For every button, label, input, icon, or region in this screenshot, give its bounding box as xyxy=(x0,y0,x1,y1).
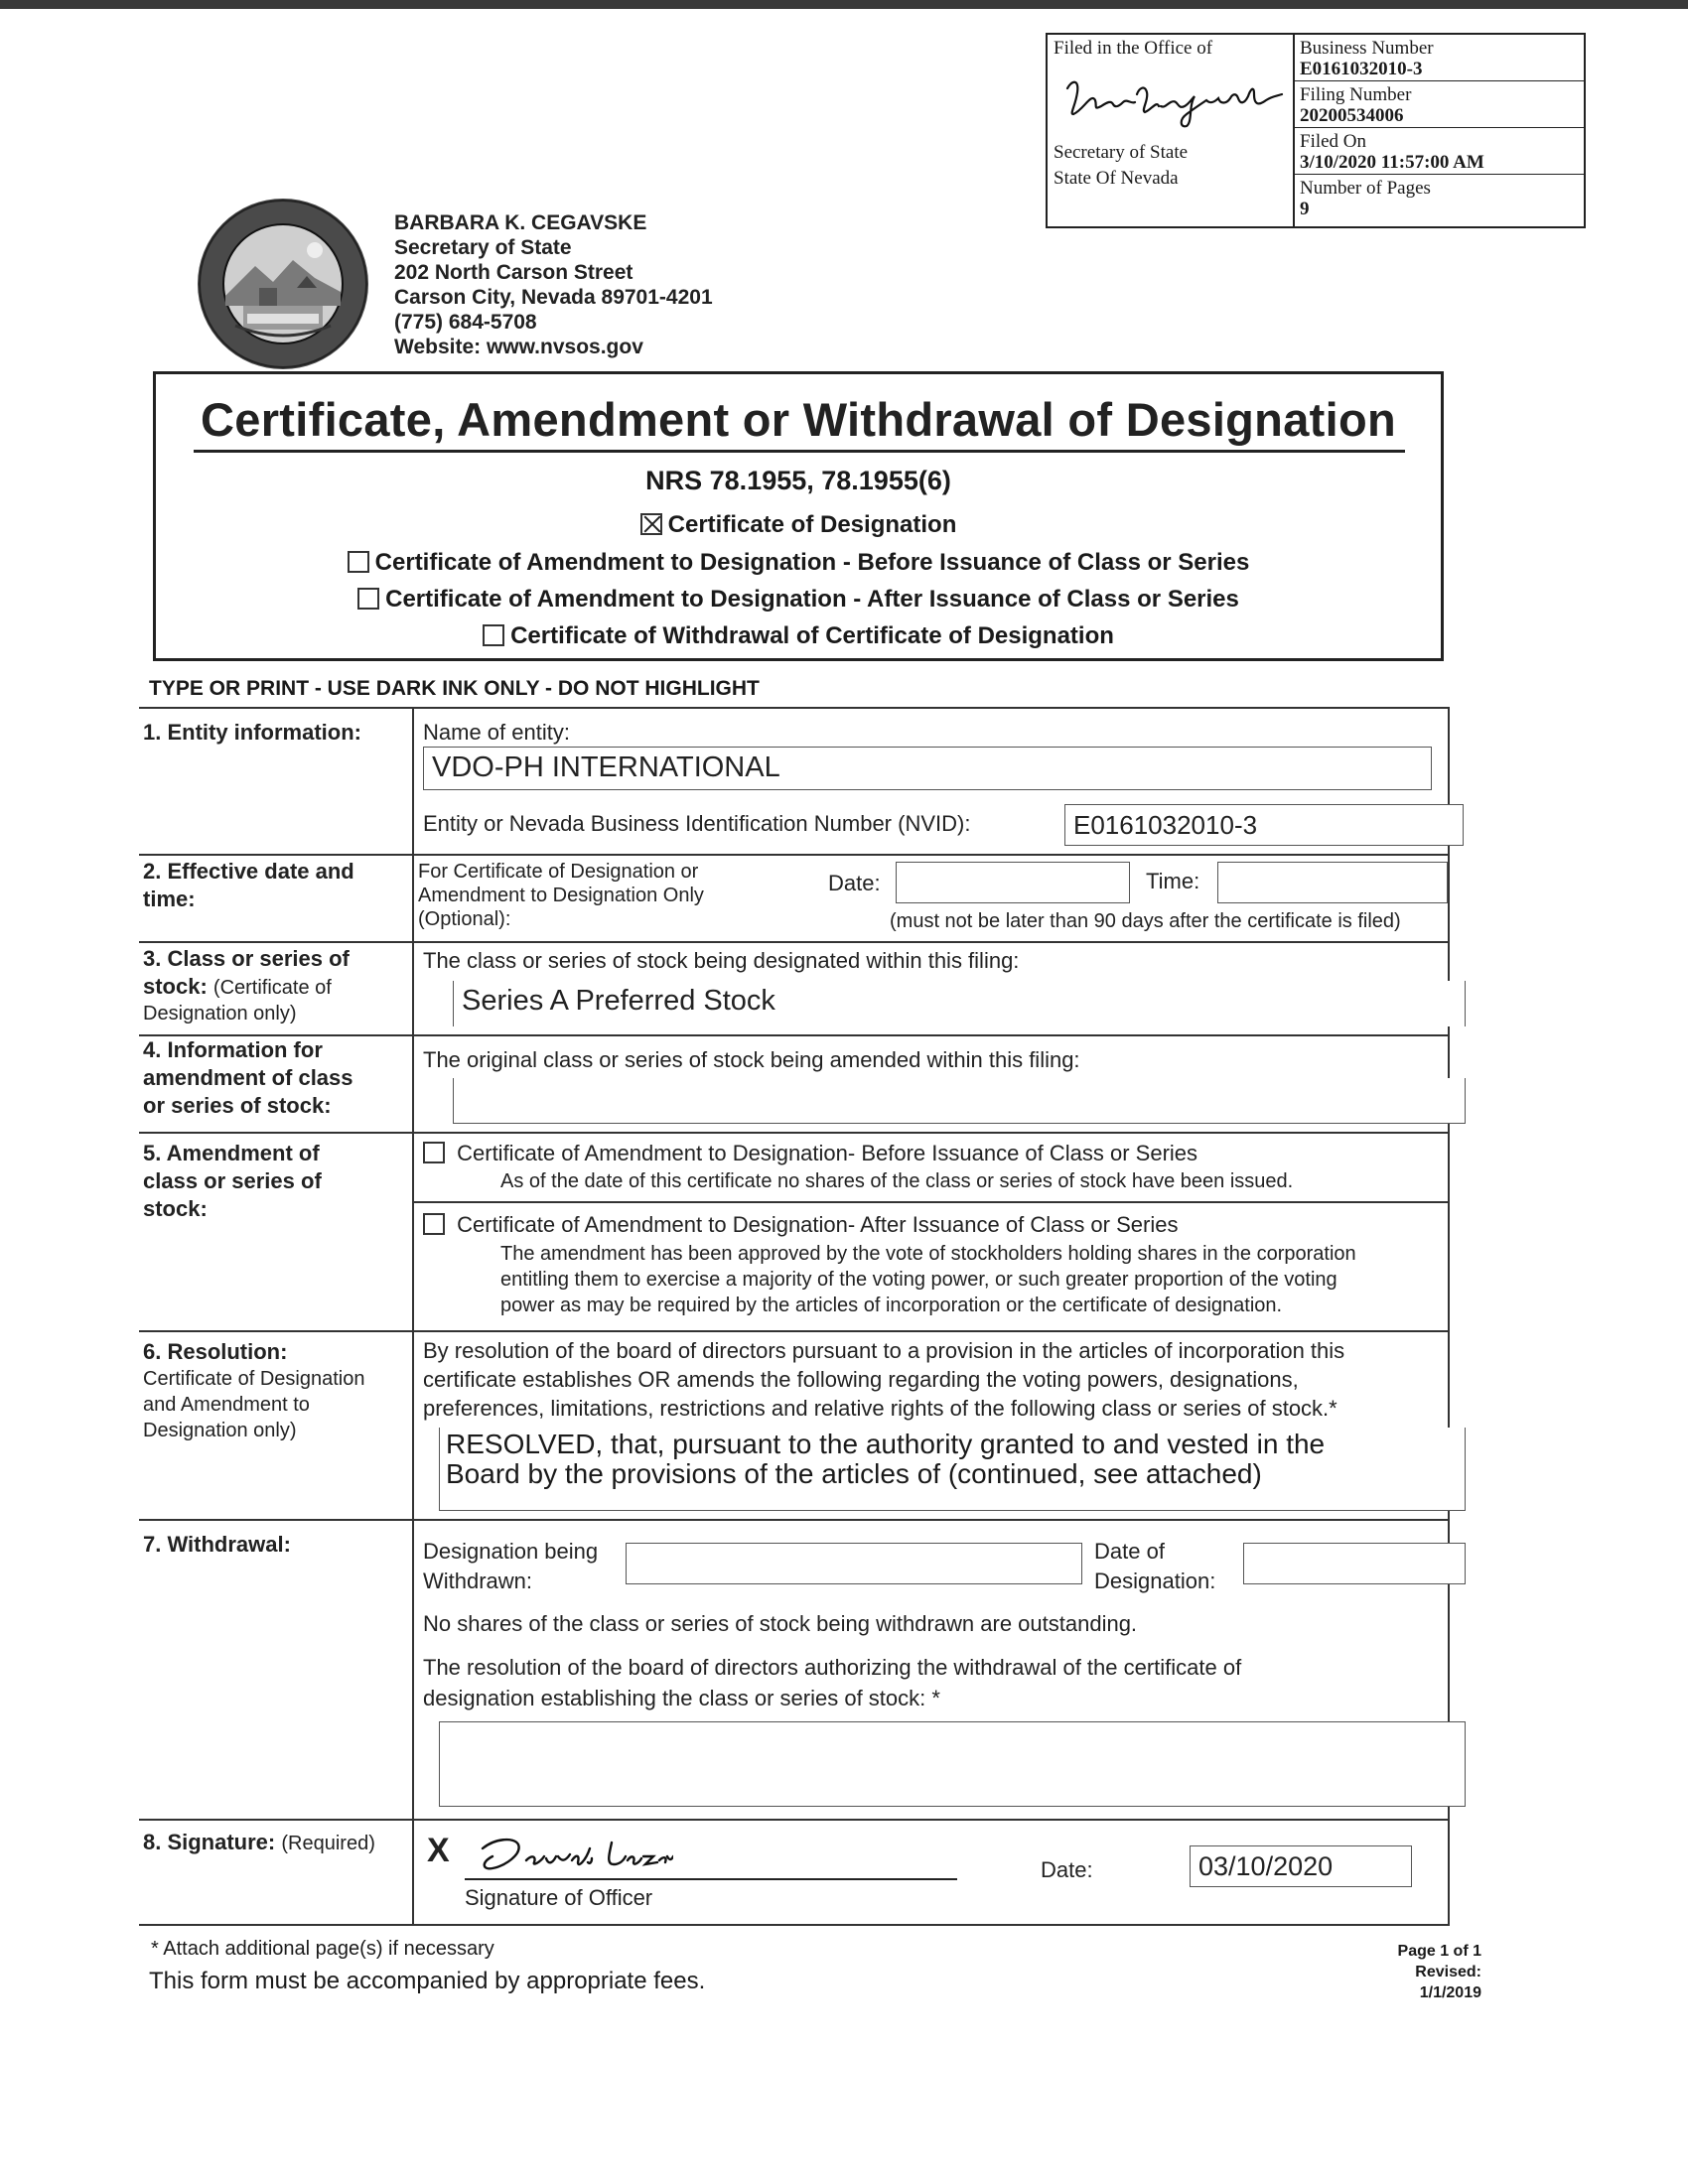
revised-date: Revised: 1/1/2019 xyxy=(1415,1964,1481,2001)
attach-pages-note: * Attach additional page(s) if necessary xyxy=(151,1938,494,1960)
filing-number-cell: Filing Number 20200534006 xyxy=(1295,81,1584,128)
title-underline xyxy=(194,450,1405,453)
effective-time-field[interactable] xyxy=(1217,862,1448,903)
effective-date-description: For Certificate of Designation or Amendment to Designation Only (Optional): xyxy=(418,861,704,930)
page-info xyxy=(1390,1941,1481,2003)
section-5-label: 5. Amendment of class or series of stock: xyxy=(143,1141,322,1221)
section-4-label: 4. Information for amendment of class or series of stock: xyxy=(143,1037,353,1118)
entity-name-field[interactable]: VDO-PH INTERNATIONAL xyxy=(423,747,1432,790)
filing-stamp xyxy=(1046,33,1586,228)
effective-time-label: Time: xyxy=(1146,869,1200,893)
amendment-after-option[interactable]: Certificate of Amendment to Designation- After Issuance of Class or Series xyxy=(423,1211,1178,1239)
officer-signature-icon xyxy=(475,1827,673,1880)
page-number: Page 1 of 1 xyxy=(1397,1943,1481,1960)
column-divider xyxy=(412,707,414,1926)
row-divider xyxy=(139,1519,1450,1521)
signature-date-field[interactable]: 03/10/2020 xyxy=(1190,1845,1412,1887)
form-grid xyxy=(139,707,1450,1926)
signature-date-label: Date: xyxy=(1041,1857,1093,1882)
designation-withdrawn-field[interactable] xyxy=(626,1543,1082,1584)
row-divider xyxy=(414,1201,1450,1203)
row-divider xyxy=(139,1924,1450,1926)
checkbox-icon[interactable] xyxy=(357,588,379,610)
signature-x-mark: X xyxy=(427,1832,450,1869)
office-address-block xyxy=(394,210,713,359)
row-divider xyxy=(139,854,1450,856)
signature-line xyxy=(465,1878,957,1880)
effective-date-field[interactable] xyxy=(896,862,1130,903)
section-6-label: 6. Resolution: Certificate of Designation and Amendment to Designation only) xyxy=(143,1339,365,1441)
signature-caption: Signature of Officer xyxy=(465,1885,653,1910)
stamp-details xyxy=(1295,35,1584,226)
form-title: Certificate, Amendment or Withdrawal of Designation xyxy=(201,393,1396,446)
class-series-field[interactable]: Series A Preferred Stock xyxy=(453,981,1466,1026)
nvid-label: Entity or Nevada Business Identification Number (NVID): xyxy=(423,811,971,836)
nvid-field[interactable]: E0161032010-3 xyxy=(1064,804,1464,846)
office-city: Carson City, Nevada 89701-4201 xyxy=(394,286,713,309)
amendment-before-option[interactable]: Certificate of Amendment to Designation- Before Issuance of Class or Series xyxy=(423,1140,1197,1167)
page-count-cell: Number of Pages 9 xyxy=(1300,178,1431,219)
designation-withdrawn-label: Designation being Withdrawn: xyxy=(423,1539,599,1593)
no-shares-statement: No shares of the class or series of stock being withdrawn are outstanding. xyxy=(423,1611,1138,1636)
effective-date-label: Date: xyxy=(828,871,881,895)
scan-top-border xyxy=(0,0,1688,9)
date-of-designation-label: Date of Designation: xyxy=(1094,1539,1216,1593)
option-amendment-after[interactable]: Certificate of Amendment to Designation - After Issuance of Class or Series xyxy=(156,586,1441,614)
nevada-state-seal-icon xyxy=(196,197,370,371)
withdrawal-resolution-prompt: The resolution of the board of directors authorizing the withdrawal of the certificate of designation establishing the class or series of stock: * xyxy=(423,1655,1242,1710)
stamp-filed-in-office: Filed in the Office of xyxy=(1054,38,1213,59)
date-of-designation-field[interactable] xyxy=(1243,1543,1466,1584)
checked-checkbox-icon[interactable] xyxy=(640,513,662,535)
section-2-label: 2. Effective date and time: xyxy=(143,859,354,911)
entity-name-label: Name of entity: xyxy=(423,720,570,745)
row-divider xyxy=(139,707,1450,709)
class-series-prompt: The class or series of stock being designated within this filing: xyxy=(423,948,1020,973)
section-3-label: 3. Class or series of stock: (Certificate of Designation only) xyxy=(143,946,350,1024)
option-withdrawal[interactable]: Certificate of Withdrawal of Certificate of Designation xyxy=(156,622,1441,650)
resolution-field[interactable]: RESOLVED, that, pursuant to the authority granted to and vested in the Board by the provisions of the articles of (continued, see attached) xyxy=(439,1428,1466,1511)
office-street: 202 North Carson Street xyxy=(394,261,633,284)
original-class-field[interactable] xyxy=(453,1078,1466,1124)
filed-on-cell: Filed On 3/10/2020 11:57:00 AM xyxy=(1295,128,1584,175)
section-1-label: 1. Entity information: xyxy=(143,720,361,745)
ink-instructions: TYPE OR PRINT - USE DARK INK ONLY - DO NOT HIGHLIGHT xyxy=(149,677,760,700)
business-number-cell: Business Number E0161032010-3 xyxy=(1295,35,1584,81)
nrs-reference: NRS 78.1955, 78.1955(6) xyxy=(645,466,951,495)
option-certificate-of-designation[interactable]: Certificate of Designation xyxy=(156,511,1441,539)
effective-date-note: (must not be later than 90 days after the certificate is filed) xyxy=(890,910,1401,932)
fees-note: This form must be accompanied by appropriate fees. xyxy=(149,1968,706,1994)
row-divider xyxy=(139,1819,1450,1821)
office-website: Website: www.nvsos.gov xyxy=(394,336,643,358)
stamp-secretary: Secretary of State State Of Nevada xyxy=(1054,142,1189,189)
row-divider xyxy=(139,1330,1450,1332)
amendment-before-note: As of the date of this certificate no shares of the class or series of stock have been issued. xyxy=(500,1170,1294,1192)
secretary-signature-icon xyxy=(1061,70,1286,130)
checkbox-icon[interactable] xyxy=(348,551,369,573)
original-class-prompt: The original class or series of stock being amended within this filing: xyxy=(423,1047,1080,1072)
section-8-label: 8. Signature: (Required) xyxy=(143,1830,375,1854)
option-amendment-before[interactable]: Certificate of Amendment to Designation - Before Issuance of Class or Series xyxy=(156,549,1441,577)
office-title: Secretary of State xyxy=(394,236,572,259)
form-title-box xyxy=(153,371,1444,661)
checkbox-icon[interactable] xyxy=(423,1213,445,1235)
withdrawal-resolution-field[interactable] xyxy=(439,1721,1466,1807)
checkbox-icon[interactable] xyxy=(423,1142,445,1163)
office-name: BARBARA K. CEGAVSKE xyxy=(394,211,647,234)
section-7-label: 7. Withdrawal: xyxy=(143,1532,291,1557)
row-divider xyxy=(139,941,1450,943)
row-divider xyxy=(139,1132,1450,1134)
amendment-after-note: The amendment has been approved by the vote of stockholders holding shares in the corporation entitling them to exercise a majority of the voting power, or such greater proportion of the voting power as may be required by the articles of incorporation or the certificate of designation. xyxy=(500,1243,1356,1316)
checkbox-icon[interactable] xyxy=(483,624,504,646)
resolution-description: By resolution of the board of directors pursuant to a provision in the articles of incorporation this certificate establishes OR amends the following regarding the voting powers, designations, preferences, limitations, restrictions and relative rights of the following class or series of stock.* xyxy=(423,1338,1345,1421)
office-phone: (775) 684-5708 xyxy=(394,311,537,334)
stamp-office-cell xyxy=(1048,35,1295,226)
